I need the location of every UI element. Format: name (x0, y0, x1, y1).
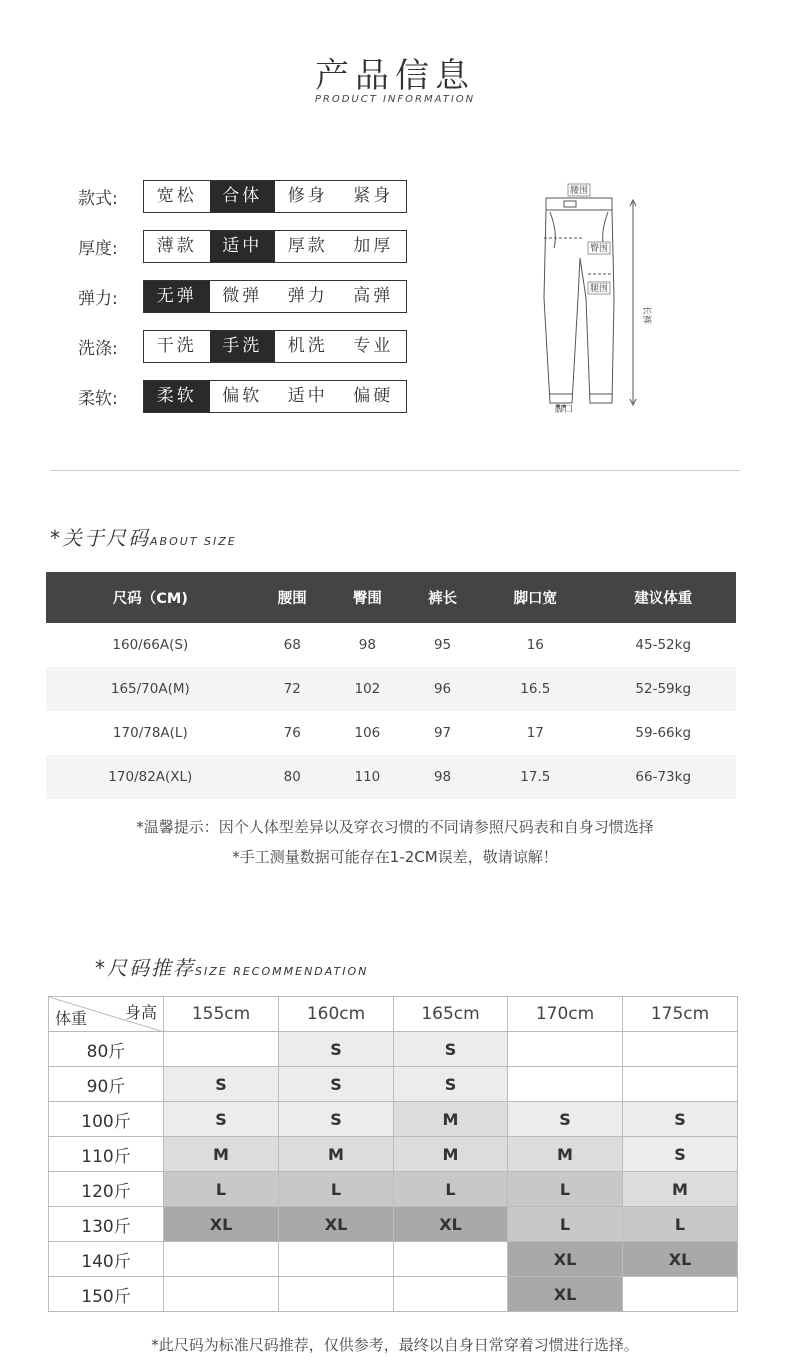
size-rec-cell: XL (279, 1207, 394, 1242)
size-rec-cell: S (623, 1102, 738, 1137)
size-rec-cell: S (279, 1102, 394, 1137)
size-table-cell: 97 (433, 725, 452, 741)
size-table-header: 腰围 (255, 572, 330, 623)
size-rec-cell: L (623, 1207, 738, 1242)
attribute-option: 修身 (287, 186, 328, 206)
size-rec-cell (623, 1032, 738, 1067)
pants-diagram (528, 178, 658, 418)
size-rec-cell: M (508, 1137, 623, 1172)
attribute-option: 微弹 (222, 286, 263, 306)
size-table-cell: 170/78A(L) (112, 725, 188, 741)
weight-label: 100斤 (49, 1102, 164, 1137)
size-rec-cell: L (508, 1207, 623, 1242)
size-table-cell: 68 (283, 637, 301, 653)
size-rec-cell: S (394, 1032, 508, 1067)
size-table-cell: 72 (255, 667, 330, 711)
size-rec-cell: M (623, 1172, 738, 1207)
rec-table-header-row (49, 997, 738, 1032)
attribute-option-selected: 合体 (210, 181, 276, 212)
size-rec-cell: S (623, 1137, 738, 1172)
attribute-option: 弹力 (287, 286, 328, 306)
size-table-header: 臀围 (330, 572, 405, 623)
attribute-option-selected: 手洗 (210, 331, 276, 362)
size-table-cell: 98 (358, 637, 376, 653)
tip-note-1: *温馨提示：因个人体型差异以及穿衣习惯的不同请参照尺码表和自身习惯选择 (136, 818, 654, 836)
size-table-cell: 160/66A(S) (112, 637, 189, 653)
weight-label: 130斤 (49, 1207, 164, 1242)
size-table-row (46, 755, 736, 799)
size-table-header: 建议体重 (590, 572, 736, 623)
size-rec-cell (394, 1242, 508, 1277)
size-rec-cell: M (394, 1102, 508, 1137)
size-table-cell: 16.5 (480, 667, 590, 711)
footer-note: *此尺码为标准尺码推荐，仅供参考，最终以自身日常穿着习惯进行选择。 (151, 1336, 639, 1354)
attribute-row (78, 230, 407, 263)
attribute-row (78, 330, 407, 363)
height-header: 160cm (279, 997, 394, 1032)
size-rec-cell: L (164, 1172, 279, 1207)
weight-label: 150斤 (49, 1277, 164, 1312)
size-table-cell: 95 (433, 637, 452, 653)
page-title: 产品信息 (315, 56, 475, 96)
size-table-row (46, 711, 736, 755)
size-rec-cell (623, 1067, 738, 1102)
size-rec-cell: L (394, 1172, 508, 1207)
size-table-row (46, 623, 736, 667)
attribute-option: 适中 (287, 386, 328, 406)
size-rec-heading (95, 952, 368, 981)
height-header: 175cm (623, 997, 738, 1032)
diagram-waist-label: 腰围 (569, 186, 589, 196)
weight-label: 90斤 (49, 1067, 164, 1102)
size-rec-cell: XL (508, 1242, 623, 1277)
rec-table-row (49, 1207, 738, 1242)
size-table-cell: 45-52kg (635, 637, 692, 653)
size-table-cell: 106 (354, 725, 381, 741)
attribute-option-selected: 柔软 (144, 381, 210, 412)
size-rec-cell (508, 1032, 623, 1067)
height-header: 155cm (164, 997, 279, 1032)
attribute-options (143, 330, 407, 363)
size-rec-cell: XL (623, 1242, 738, 1277)
size-rec-cell (394, 1277, 508, 1312)
tip-note-2: *手工测量数据可能存在1-2CM误差，敬请谅解！ (232, 848, 558, 866)
attribute-label: 款式: (78, 189, 118, 209)
size-rec-cell: M (279, 1137, 394, 1172)
about-size-title: *关于尺码 (50, 526, 150, 550)
size-table-header-row (46, 572, 736, 623)
attribute-option: 干洗 (156, 336, 197, 356)
rec-table-row (49, 1102, 738, 1137)
size-rec-cell: S (508, 1102, 623, 1137)
size-table-cell: 80 (255, 755, 330, 799)
size-rec-cell: M (164, 1137, 279, 1172)
attribute-label: 柔软: (78, 389, 118, 409)
attribute-option: 高弹 (353, 286, 394, 306)
rec-table-row (49, 1137, 738, 1172)
size-table-header: 尺码（CM) (46, 572, 255, 623)
attribute-row (78, 280, 407, 313)
rec-table-row (49, 1242, 738, 1277)
size-rec-cell (164, 1242, 279, 1277)
size-rec-cell: M (394, 1137, 508, 1172)
size-rec-cell (279, 1242, 394, 1277)
size-table-cell: 96 (405, 667, 480, 711)
size-table-cell: 170/82A(XL) (46, 755, 255, 799)
attribute-option: 专业 (353, 336, 394, 356)
diagram-length-label: 长裤 (641, 306, 651, 325)
weight-label: 140斤 (49, 1242, 164, 1277)
attribute-option: 偏软 (222, 386, 263, 406)
size-table-header: 脚口宽 (480, 572, 590, 623)
attribute-row (78, 380, 407, 413)
size-table-cell: 66-73kg (590, 755, 736, 799)
size-table-cell: 17 (526, 725, 544, 741)
weight-label: 120斤 (49, 1172, 164, 1207)
diagram-thigh-label: 腿围 (589, 284, 609, 294)
size-rec-cell: XL (394, 1207, 508, 1242)
attribute-label: 厚度: (78, 239, 118, 259)
size-table-cell: 52-59kg (590, 667, 736, 711)
attribute-option: 机洗 (287, 336, 328, 356)
attribute-option-selected: 适中 (210, 231, 276, 262)
size-recommendation-table (48, 996, 738, 1312)
diagram-hem-label: 脚口 (554, 405, 574, 415)
attribute-row (78, 180, 407, 213)
size-rec-cell: S (279, 1067, 394, 1102)
size-rec-cell: XL (164, 1207, 279, 1242)
rec-table-row (49, 1067, 738, 1102)
size-table-cell: 16 (526, 637, 544, 653)
size-rec-cell: S (164, 1067, 279, 1102)
size-rec-title: *尺码推荐 (95, 956, 195, 980)
height-header: 165cm (394, 997, 508, 1032)
size-rec-cell (508, 1067, 623, 1102)
attribute-option: 加厚 (353, 236, 394, 256)
size-rec-subtitle: SIZE RECOMMENDATION (195, 965, 369, 978)
rec-table-row (49, 1277, 738, 1312)
attribute-option: 宽松 (156, 186, 197, 206)
attribute-options (143, 380, 407, 413)
size-table-header: 裤长 (405, 572, 480, 623)
page-subtitle: PRODUCT INFORMATION (314, 94, 476, 105)
weight-label: 80斤 (49, 1032, 164, 1067)
height-header: 170cm (508, 997, 623, 1032)
size-table-cell: 102 (330, 667, 405, 711)
attribute-option: 偏硬 (353, 386, 394, 406)
about-size-heading (50, 522, 237, 551)
attribute-options (143, 280, 407, 313)
size-rec-cell: S (394, 1067, 508, 1102)
size-table (46, 572, 736, 799)
size-table-cell: 110 (330, 755, 405, 799)
rec-table-row (49, 1032, 738, 1067)
attribute-label: 洗涤: (78, 339, 118, 359)
attribute-options (143, 230, 407, 263)
rec-table-corner (49, 997, 164, 1032)
attribute-option: 薄款 (156, 236, 197, 256)
corner-height-label: 身高 (124, 1003, 157, 1022)
size-table-cell: 17.5 (480, 755, 590, 799)
size-rec-cell: L (279, 1172, 394, 1207)
weight-label: 110斤 (49, 1137, 164, 1172)
attribute-option-selected: 无弹 (144, 281, 210, 312)
rec-table-row (49, 1172, 738, 1207)
size-rec-cell (164, 1032, 279, 1067)
diagram-hip-label: 臀围 (589, 244, 609, 254)
size-table-cell: 98 (405, 755, 480, 799)
attribute-option: 紧身 (353, 186, 394, 206)
size-rec-cell (164, 1277, 279, 1312)
size-rec-cell: S (164, 1102, 279, 1137)
size-rec-cell: XL (508, 1277, 623, 1312)
about-size-subtitle: ABOUT SIZE (150, 535, 237, 548)
size-rec-cell (623, 1277, 738, 1312)
attribute-label: 弹力: (78, 289, 118, 309)
size-rec-cell: L (508, 1172, 623, 1207)
attribute-option: 厚款 (287, 236, 328, 256)
size-rec-cell: S (279, 1032, 394, 1067)
size-table-cell: 76 (283, 725, 301, 741)
size-table-cell: 59-66kg (635, 725, 692, 741)
size-table-cell: 165/70A(M) (46, 667, 255, 711)
size-table-row (46, 667, 736, 711)
corner-weight-label: 体重 (55, 1009, 88, 1028)
section-divider (50, 470, 740, 471)
attribute-options (143, 180, 407, 213)
size-rec-cell (279, 1277, 394, 1312)
